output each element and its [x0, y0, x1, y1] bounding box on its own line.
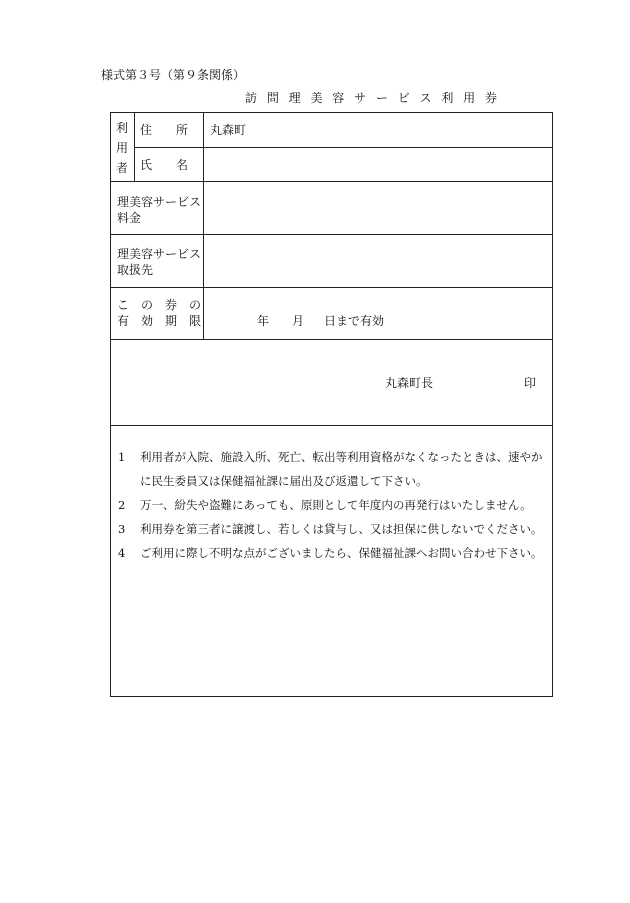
rule-value-divider: [203, 112, 204, 339]
note-item: [116, 541, 548, 565]
note-text: 万一、紛失や盗難にあっても、原則として年度内の再発行はいたしません。: [140, 498, 532, 512]
rule-user-mid: [134, 147, 553, 148]
rule-validity-bottom: [110, 339, 553, 340]
rule-user-label-divider: [134, 112, 135, 181]
note-item: [116, 445, 548, 493]
address-label: 住 所: [140, 123, 189, 137]
issuer-seal: 印: [524, 376, 537, 390]
note-number: 4: [118, 546, 126, 560]
validity-label-line2: 有 効 期 限: [117, 314, 202, 328]
provider-label-line1: 理美容サービス: [117, 247, 202, 261]
rule-issuer-bottom: [110, 425, 553, 426]
provider-label-line2: 取扱先: [117, 263, 154, 277]
note-number: 2: [118, 498, 126, 512]
form-number: 様式第３号（第９条関係）: [101, 68, 246, 82]
note-item: [116, 517, 548, 541]
fee-label-line2: 料金: [117, 211, 142, 225]
rule-provider-bottom: [110, 287, 553, 288]
user-label-char: 者: [115, 161, 128, 175]
form-title: 訪 問 理 美 容 サ ー ビ ス 利 用 券: [245, 91, 500, 105]
notes-list: [116, 445, 548, 565]
rule-user-bottom: [110, 181, 553, 182]
validity-label-line1: こ の 券 の: [117, 298, 202, 312]
user-label-char: 用: [115, 141, 128, 155]
address-value: 丸森町: [210, 123, 247, 137]
validity-month-label: 月: [292, 314, 305, 328]
note-text: 利用者が入院、施設入所、死亡、転出等利用資格がなくなったときは、速やかに民生委員又は保健福祉課に届出及び返還して下さい。: [140, 450, 543, 488]
note-text: 利用券を第三者に譲渡し、若しくは貸与し、又は担保に供しないでください。: [140, 522, 543, 536]
validity-day-suffix: 日まで有効: [324, 314, 385, 328]
issuer-name: 丸森町長: [385, 376, 434, 390]
fee-label-line1: 理美容サービス: [117, 195, 202, 209]
rule-fee-bottom: [110, 234, 553, 235]
note-item: [116, 493, 548, 517]
user-label: [115, 118, 129, 178]
user-label-char: 利: [115, 121, 128, 135]
note-number: 1: [118, 450, 126, 464]
name-label: 氏 名: [140, 158, 189, 172]
note-text: ご利用に際し不明な点がございましたら、保健福祉課へお問い合わせ下さい。: [140, 546, 543, 560]
validity-year-label: 年: [257, 314, 270, 328]
note-number: 3: [118, 522, 126, 536]
